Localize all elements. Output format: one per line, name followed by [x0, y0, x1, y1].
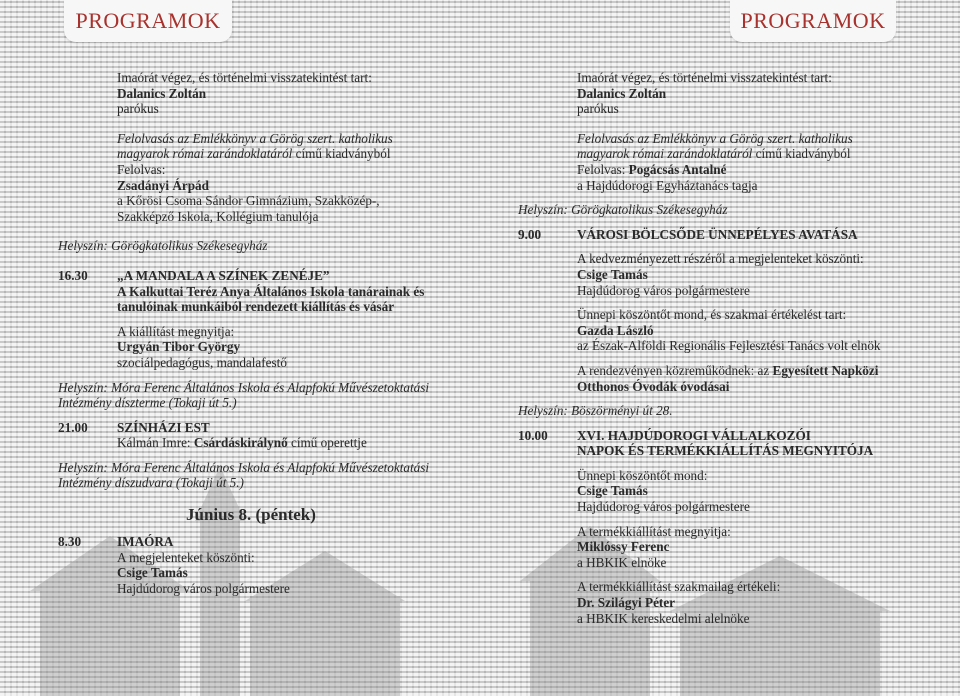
person-name: Zsadányi Árpád: [117, 177, 209, 193]
person-name: Pogácsás Antalné: [628, 161, 727, 177]
text-line: A kiállítást megnyitja:: [117, 323, 235, 339]
person-name: Gazda László: [577, 322, 654, 338]
person-role: az Észak-Alföldi Regionális Fejlesztési Tanács volt elnök: [577, 338, 881, 354]
text-line: magyarok római zarándoklatáról: [117, 146, 293, 162]
person-role: Hajdúdorog város polgármestere: [577, 499, 750, 515]
text-line: Imaórát végez, és történelmi visszatekintést tart:: [577, 70, 832, 85]
day-heading: Június 8. (péntek): [186, 505, 316, 525]
organisation-name: Otthonos Óvodák óvodásai: [577, 378, 730, 394]
person-name: Dalanics Zoltán: [577, 85, 667, 101]
event-time: 8.30: [58, 534, 82, 550]
left-event-theatre: [58, 420, 463, 491]
person-role: parókus: [117, 101, 159, 117]
text-line: Imaórát végez, és történelmi visszatekintést tart:: [117, 70, 372, 85]
event-time: 9.00: [518, 226, 542, 242]
person-name: Csige Tamás: [577, 483, 648, 499]
left-block-reading: [58, 131, 463, 225]
right-event-business-days: [518, 428, 938, 627]
header-tab-right: [730, 0, 896, 42]
person-name: Urgyán Tibor György: [117, 339, 241, 355]
event-time: 16.30: [58, 267, 88, 283]
person-name: Miklóssy Ferenc: [577, 539, 670, 555]
header-tab-left: [64, 0, 232, 42]
venue-line: Intézmény díszudvara (Tokaji út 5.): [58, 475, 244, 491]
person-name: Dr. Szilágyi Péter: [577, 595, 676, 611]
work-title: Csárdáskirálynő: [193, 435, 288, 451]
text-line: Felolvasás az Emlékkönyv a Görög szert. katholikus: [117, 130, 393, 146]
text-line: A termékkiállítást megnyitja:: [577, 523, 731, 539]
text-line: Kálmán Imre:: [117, 435, 194, 451]
text-line: magyarok római zarándoklatáról: [577, 146, 753, 162]
person-role: Hajdúdorog város polgármestere: [117, 580, 290, 596]
venue-line: Helyszín: Móra Ferenc Általános Iskola és Alapfokú Művészetoktatási: [58, 459, 430, 475]
right-block-reading: [518, 131, 938, 193]
reader-label: Felolvas:: [117, 161, 166, 177]
person-name: Dalanics Zoltán: [117, 85, 207, 101]
event-title: VÁROSI BÖLCSŐDE ÜNNEPÉLYES AVATÁSA: [577, 226, 858, 242]
text-line: Ünnepi köszöntőt mond, és szakmai értékelést tart:: [577, 307, 847, 323]
header-title-left: PROGRAMOK: [75, 8, 221, 33]
text-line: A rendezvényen közreműködnek: az: [577, 362, 773, 378]
person-name: Csige Tamás: [117, 565, 188, 581]
person-role: Hajdúdorog város polgármestere: [577, 282, 750, 298]
person-role: a Hajdúdorogi Egyháztanács tagja: [577, 177, 758, 193]
left-event-mandala: [58, 268, 463, 411]
text-line: című operettje: [287, 435, 367, 451]
venue-line: Helyszín: Böszörményi út 28.: [518, 403, 673, 419]
person-role: a HBKIK elnöke: [577, 554, 667, 570]
text-line: Felolvasás az Emlékkönyv a Görög szert. katholikus: [577, 130, 853, 146]
venue-line: Helyszín: Móra Ferenc Általános Iskola és Alapfokú Művészetoktatási: [58, 379, 430, 395]
person-role: parókus: [577, 101, 619, 117]
person-name: Csige Tamás: [577, 266, 648, 282]
right-block-prayer: [518, 70, 938, 117]
reader-label: Felolvas:: [577, 161, 629, 177]
event-title: „A MANDALA A SZÍNEK ZENÉJE”: [117, 267, 330, 283]
text-line: A termékkiállítást szakmailag értékeli:: [577, 579, 781, 595]
text-line: tanulóinak munkáiból rendezett kiállítás és vásár: [117, 299, 395, 315]
text-line: A kedvezményezett részéről a megjelenteket köszönti:: [577, 251, 864, 267]
text-line: Ünnepi köszöntőt mond:: [577, 467, 708, 483]
organisation-name: Egyesített Napközi: [772, 362, 879, 378]
venue-line: Intézmény díszterme (Tokaji út 5.): [58, 395, 237, 411]
text-line: című kiadványból: [752, 146, 851, 162]
left-event-prayer: [58, 534, 463, 596]
left-page: [58, 70, 463, 596]
event-title: XVI. HAJDÚDOROGI VÁLLALKOZÓI: [577, 427, 811, 443]
venue-line: Helyszín: Görögkatolikus Székesegyház: [58, 238, 268, 254]
text-line: A megjelenteket köszönti:: [117, 549, 255, 565]
event-time: 10.00: [518, 427, 548, 443]
event-time: 21.00: [58, 419, 88, 435]
header-title-right: PROGRAMOK: [740, 8, 886, 33]
person-role: szociálpedagógus, mandalafestő: [117, 354, 287, 370]
event-title: SZÍNHÁZI EST: [117, 419, 210, 435]
right-page: [518, 70, 938, 626]
event-title: NAPOK ÉS TERMÉKKIÁLLÍTÁS MEGNYITÓJA: [577, 443, 874, 459]
venue-line: Helyszín: Görögkatolikus Székesegyház: [518, 202, 728, 218]
person-role: a HBKIK kereskedelmi alelnöke: [577, 610, 750, 626]
text-line: a Kőrösi Csoma Sándor Gimnázium, Szakközép-,: [117, 193, 380, 209]
text-line: Szakképző Iskola, Kollégium tanulója: [117, 208, 319, 224]
text-line: A Kalkuttai Teréz Anya Általános Iskola tanárainak és: [117, 283, 425, 299]
left-block-prayer: [58, 70, 463, 117]
event-title: IMAÓRA: [117, 534, 174, 550]
text-line: című kiadványból: [292, 146, 391, 162]
right-event-nursery: [518, 227, 938, 419]
